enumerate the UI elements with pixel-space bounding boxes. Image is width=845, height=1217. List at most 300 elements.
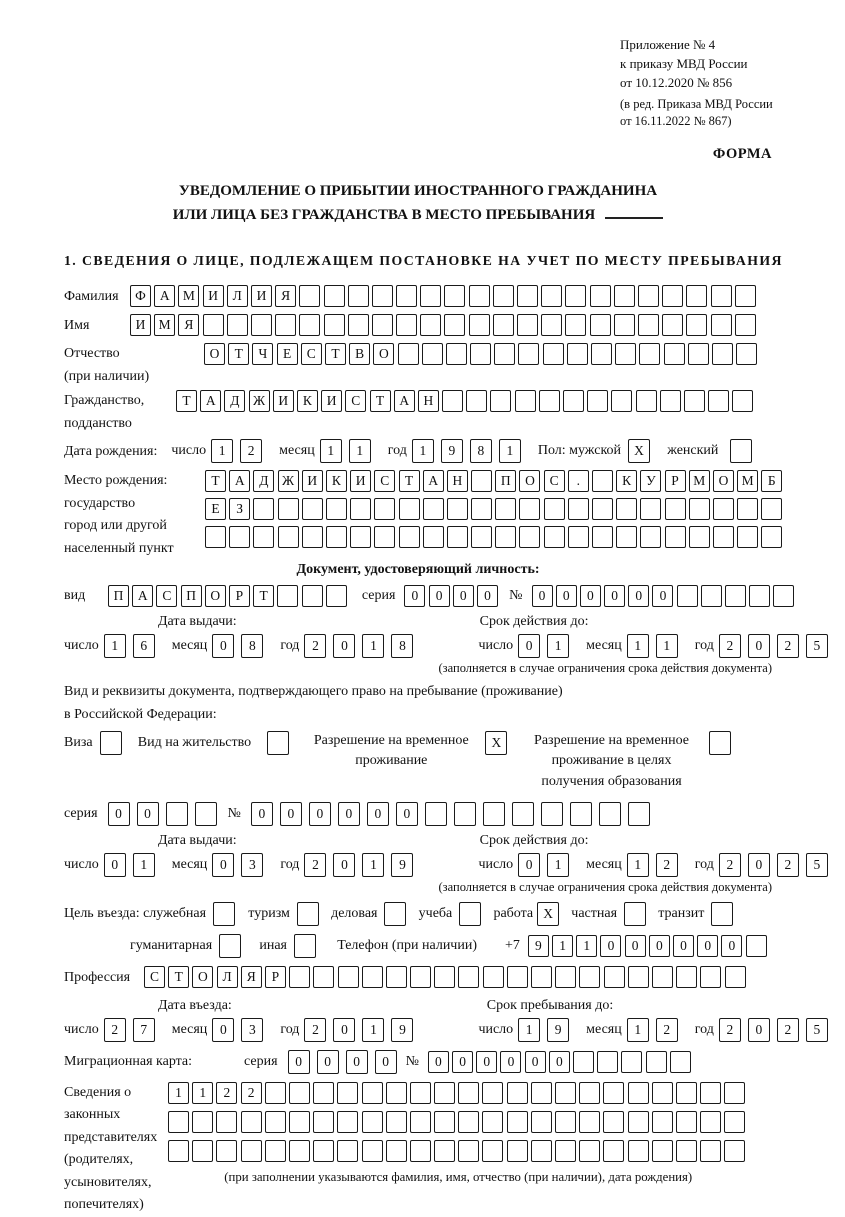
char-box[interactable] [507, 966, 528, 988]
char-box[interactable] [299, 314, 320, 336]
char-box[interactable] [507, 1140, 528, 1162]
doc-valid-year-boxes[interactable] [719, 634, 835, 658]
char-box[interactable] [579, 1140, 600, 1162]
char-box[interactable] [337, 1111, 358, 1133]
char-box[interactable] [507, 1082, 528, 1104]
char-box[interactable] [442, 390, 463, 412]
char-box[interactable] [616, 498, 637, 520]
char-box[interactable] [326, 498, 347, 520]
char-box[interactable]: М [154, 314, 175, 336]
char-box[interactable] [517, 314, 538, 336]
doc-kind-boxes[interactable] [108, 585, 350, 607]
char-box[interactable]: 2 [104, 1018, 126, 1042]
char-box[interactable] [265, 1111, 286, 1133]
char-box[interactable]: 2 [304, 1018, 326, 1042]
char-box[interactable]: И [321, 390, 342, 412]
char-box[interactable] [565, 314, 586, 336]
char-box[interactable]: 0 [346, 1050, 368, 1074]
char-box[interactable]: Т [205, 470, 226, 492]
char-box[interactable] [640, 526, 661, 548]
char-box[interactable] [512, 802, 534, 826]
legal-reps-line1-boxes[interactable] [168, 1082, 749, 1104]
char-box[interactable] [265, 1082, 286, 1104]
char-box[interactable] [482, 1140, 503, 1162]
char-box[interactable] [493, 285, 514, 307]
char-box[interactable] [579, 1082, 600, 1104]
purpose-work-checkbox[interactable] [537, 902, 562, 926]
char-box[interactable] [219, 934, 241, 958]
char-box[interactable] [277, 585, 298, 607]
char-box[interactable]: А [132, 585, 153, 607]
char-box[interactable] [628, 802, 650, 826]
char-box[interactable] [563, 390, 584, 412]
char-box[interactable] [761, 526, 782, 548]
char-box[interactable] [746, 935, 767, 957]
char-box[interactable] [638, 314, 659, 336]
char-box[interactable]: Ф [130, 285, 151, 307]
char-box[interactable]: 3 [241, 853, 263, 877]
char-box[interactable] [434, 1140, 455, 1162]
entry-year-boxes[interactable] [304, 1018, 420, 1042]
char-box[interactable] [447, 498, 468, 520]
char-box[interactable] [493, 314, 514, 336]
char-box[interactable]: X [485, 731, 507, 755]
char-box[interactable] [749, 585, 770, 607]
char-box[interactable] [555, 1111, 576, 1133]
char-box[interactable] [289, 1140, 310, 1162]
char-box[interactable] [579, 966, 600, 988]
char-box[interactable]: 0 [367, 802, 389, 826]
char-box[interactable] [736, 343, 757, 365]
char-box[interactable] [302, 526, 323, 548]
char-box[interactable]: 0 [580, 585, 601, 607]
sex-female-checkbox[interactable] [730, 439, 755, 463]
char-box[interactable]: 1 [518, 1018, 540, 1042]
char-box[interactable]: 1 [362, 853, 384, 877]
char-box[interactable] [100, 731, 122, 755]
doc-issue-year-boxes[interactable] [304, 634, 420, 658]
char-box[interactable]: 9 [528, 935, 549, 957]
char-box[interactable] [689, 526, 710, 548]
char-box[interactable] [591, 343, 612, 365]
char-box[interactable]: 1 [547, 853, 569, 877]
char-box[interactable] [444, 314, 465, 336]
char-box[interactable] [616, 526, 637, 548]
char-box[interactable] [203, 314, 224, 336]
char-box[interactable] [590, 314, 611, 336]
doc-issue-month-boxes[interactable] [212, 634, 270, 658]
char-box[interactable] [519, 526, 540, 548]
char-box[interactable]: 1 [627, 853, 649, 877]
char-box[interactable] [636, 390, 657, 412]
char-box[interactable]: 0 [649, 935, 670, 957]
char-box[interactable] [410, 1111, 431, 1133]
char-box[interactable]: 2 [777, 1018, 799, 1042]
temp-residence-checkbox[interactable] [485, 731, 510, 755]
char-box[interactable] [724, 1140, 745, 1162]
char-box[interactable] [458, 1111, 479, 1133]
char-box[interactable]: 0 [251, 802, 273, 826]
char-box[interactable] [466, 390, 487, 412]
char-box[interactable] [515, 390, 536, 412]
char-box[interactable] [399, 498, 420, 520]
doc-issue-day-boxes[interactable] [104, 634, 162, 658]
char-box[interactable] [724, 1111, 745, 1133]
purpose-tourism-checkbox[interactable] [297, 902, 322, 926]
char-box[interactable] [205, 526, 226, 548]
char-box[interactable]: 0 [453, 585, 474, 607]
char-box[interactable]: А [200, 390, 221, 412]
char-box[interactable] [326, 526, 347, 548]
char-box[interactable]: 0 [333, 853, 355, 877]
char-box[interactable] [267, 731, 289, 755]
char-box[interactable]: К [297, 390, 318, 412]
char-box[interactable] [628, 966, 649, 988]
char-box[interactable]: С [156, 585, 177, 607]
char-box[interactable]: 1 [349, 439, 371, 463]
char-box[interactable] [712, 343, 733, 365]
char-box[interactable] [541, 802, 563, 826]
char-box[interactable] [265, 1140, 286, 1162]
char-box[interactable]: И [203, 285, 224, 307]
birth-place-line2-boxes[interactable] [205, 498, 786, 520]
char-box[interactable] [665, 498, 686, 520]
char-box[interactable] [700, 1140, 721, 1162]
char-box[interactable]: 0 [500, 1051, 521, 1073]
char-box[interactable] [384, 902, 406, 926]
char-box[interactable]: 0 [748, 853, 770, 877]
char-box[interactable]: 0 [518, 853, 540, 877]
char-box[interactable] [362, 1082, 383, 1104]
char-box[interactable] [568, 526, 589, 548]
char-box[interactable] [399, 526, 420, 548]
char-box[interactable]: Н [447, 470, 468, 492]
char-box[interactable] [662, 314, 683, 336]
char-box[interactable] [531, 1111, 552, 1133]
char-box[interactable] [253, 526, 274, 548]
char-box[interactable]: Т [399, 470, 420, 492]
birth-year-boxes[interactable] [412, 439, 528, 463]
purpose-humanitarian-checkbox[interactable] [219, 934, 244, 958]
char-box[interactable]: М [689, 470, 710, 492]
char-box[interactable] [278, 498, 299, 520]
char-box[interactable] [688, 343, 709, 365]
char-box[interactable]: Т [176, 390, 197, 412]
char-box[interactable] [517, 285, 538, 307]
char-box[interactable]: 1 [192, 1082, 213, 1104]
char-box[interactable] [676, 1111, 697, 1133]
char-box[interactable] [362, 1140, 383, 1162]
char-box[interactable]: З [229, 498, 250, 520]
char-box[interactable] [299, 285, 320, 307]
char-box[interactable] [711, 902, 733, 926]
char-box[interactable] [337, 1082, 358, 1104]
char-box[interactable] [555, 1140, 576, 1162]
char-box[interactable] [213, 902, 235, 926]
char-box[interactable]: 0 [477, 585, 498, 607]
char-box[interactable] [611, 390, 632, 412]
char-box[interactable] [599, 802, 621, 826]
char-box[interactable]: 1 [104, 634, 126, 658]
visa-checkbox[interactable] [100, 731, 125, 755]
char-box[interactable]: 8 [241, 634, 263, 658]
char-box[interactable]: 1 [362, 634, 384, 658]
char-box[interactable] [725, 966, 746, 988]
stay-until-month-boxes[interactable] [627, 1018, 685, 1042]
char-box[interactable]: 2 [777, 634, 799, 658]
char-box[interactable] [689, 498, 710, 520]
char-box[interactable]: 0 [556, 585, 577, 607]
char-box[interactable]: К [326, 470, 347, 492]
legal-reps-line2-boxes[interactable] [168, 1111, 749, 1133]
char-box[interactable]: X [628, 439, 650, 463]
char-box[interactable] [458, 966, 479, 988]
char-box[interactable] [531, 1082, 552, 1104]
birth-place-line3-boxes[interactable] [205, 526, 786, 548]
char-box[interactable] [660, 390, 681, 412]
char-box[interactable]: О [519, 470, 540, 492]
char-box[interactable] [482, 1082, 503, 1104]
purpose-official-checkbox[interactable] [213, 902, 238, 926]
char-box[interactable] [278, 526, 299, 548]
char-box[interactable] [646, 1051, 667, 1073]
char-box[interactable] [386, 1140, 407, 1162]
char-box[interactable]: Т [253, 585, 274, 607]
char-box[interactable]: 0 [532, 585, 553, 607]
char-box[interactable]: 2 [216, 1082, 237, 1104]
char-box[interactable] [410, 1082, 431, 1104]
char-box[interactable] [469, 314, 490, 336]
char-box[interactable] [275, 314, 296, 336]
char-box[interactable] [458, 1140, 479, 1162]
char-box[interactable]: О [192, 966, 213, 988]
char-box[interactable] [423, 526, 444, 548]
char-box[interactable] [541, 285, 562, 307]
phone-boxes[interactable] [528, 935, 770, 957]
char-box[interactable]: И [302, 470, 323, 492]
char-box[interactable]: 2 [241, 1082, 262, 1104]
char-box[interactable]: 0 [625, 935, 646, 957]
char-box[interactable]: 0 [429, 585, 450, 607]
char-box[interactable] [396, 285, 417, 307]
char-box[interactable] [519, 498, 540, 520]
char-box[interactable] [251, 314, 272, 336]
char-box[interactable] [420, 314, 441, 336]
char-box[interactable] [192, 1140, 213, 1162]
char-box[interactable] [604, 966, 625, 988]
char-box[interactable] [621, 1051, 642, 1073]
given-name-boxes[interactable] [130, 314, 759, 336]
char-box[interactable]: А [154, 285, 175, 307]
char-box[interactable] [396, 314, 417, 336]
char-box[interactable] [350, 498, 371, 520]
char-box[interactable]: 0 [652, 585, 673, 607]
char-box[interactable] [701, 585, 722, 607]
char-box[interactable] [444, 285, 465, 307]
char-box[interactable]: X [537, 902, 559, 926]
char-box[interactable] [732, 390, 753, 412]
char-box[interactable]: Н [418, 390, 439, 412]
char-box[interactable] [531, 1140, 552, 1162]
char-box[interactable]: 7 [133, 1018, 155, 1042]
char-box[interactable] [372, 285, 393, 307]
char-box[interactable]: 5 [806, 1018, 828, 1042]
char-box[interactable] [543, 343, 564, 365]
char-box[interactable]: 1 [499, 439, 521, 463]
char-box[interactable]: О [205, 585, 226, 607]
char-box[interactable] [677, 585, 698, 607]
char-box[interactable] [590, 285, 611, 307]
char-box[interactable] [216, 1140, 237, 1162]
char-box[interactable]: 2 [304, 634, 326, 658]
char-box[interactable] [459, 902, 481, 926]
char-box[interactable] [471, 470, 492, 492]
char-box[interactable] [713, 526, 734, 548]
char-box[interactable] [724, 1082, 745, 1104]
char-box[interactable]: Л [217, 966, 238, 988]
char-box[interactable]: 0 [428, 1051, 449, 1073]
residence-issue-day-boxes[interactable] [104, 853, 162, 877]
char-box[interactable]: Е [205, 498, 226, 520]
char-box[interactable] [216, 1111, 237, 1133]
char-box[interactable] [570, 802, 592, 826]
char-box[interactable] [638, 285, 659, 307]
profession-boxes[interactable] [144, 966, 749, 988]
doc-series-boxes[interactable] [404, 585, 501, 607]
char-box[interactable] [573, 1051, 594, 1073]
char-box[interactable] [410, 966, 431, 988]
char-box[interactable] [676, 1140, 697, 1162]
char-box[interactable]: 9 [391, 853, 413, 877]
char-box[interactable] [168, 1140, 189, 1162]
char-box[interactable]: 0 [697, 935, 718, 957]
char-box[interactable] [628, 1140, 649, 1162]
birth-place-line1-boxes[interactable] [205, 470, 786, 492]
char-box[interactable] [374, 526, 395, 548]
char-box[interactable] [544, 498, 565, 520]
char-box[interactable] [195, 802, 217, 826]
char-box[interactable] [592, 470, 613, 492]
char-box[interactable]: И [350, 470, 371, 492]
char-box[interactable]: С [144, 966, 165, 988]
char-box[interactable] [730, 439, 752, 463]
char-box[interactable] [507, 1111, 528, 1133]
char-box[interactable] [289, 1082, 310, 1104]
char-box[interactable]: 2 [304, 853, 326, 877]
char-box[interactable]: 0 [333, 634, 355, 658]
residence-permit-checkbox[interactable] [267, 731, 292, 755]
char-box[interactable] [348, 314, 369, 336]
char-box[interactable] [587, 390, 608, 412]
char-box[interactable]: 8 [391, 634, 413, 658]
birth-day-boxes[interactable] [211, 439, 269, 463]
char-box[interactable]: 1 [133, 853, 155, 877]
char-box[interactable] [410, 1140, 431, 1162]
char-box[interactable] [628, 1111, 649, 1133]
char-box[interactable]: К [616, 470, 637, 492]
char-box[interactable] [447, 526, 468, 548]
char-box[interactable]: 5 [806, 853, 828, 877]
char-box[interactable] [614, 285, 635, 307]
char-box[interactable]: Б [761, 470, 782, 492]
char-box[interactable] [700, 1082, 721, 1104]
char-box[interactable]: 6 [133, 634, 155, 658]
doc-number-boxes[interactable] [532, 585, 798, 607]
char-box[interactable] [555, 1082, 576, 1104]
surname-boxes[interactable] [130, 285, 759, 307]
char-box[interactable] [302, 498, 323, 520]
char-box[interactable] [297, 902, 319, 926]
char-box[interactable]: 0 [549, 1051, 570, 1073]
char-box[interactable] [615, 343, 636, 365]
stay-until-day-boxes[interactable] [518, 1018, 576, 1042]
char-box[interactable] [434, 1111, 455, 1133]
purpose-business-checkbox[interactable] [384, 902, 409, 926]
migration-series-boxes[interactable] [288, 1050, 404, 1074]
char-box[interactable] [227, 314, 248, 336]
char-box[interactable]: 5 [806, 634, 828, 658]
char-box[interactable] [241, 1140, 262, 1162]
char-box[interactable] [686, 314, 707, 336]
char-box[interactable] [313, 1082, 334, 1104]
char-box[interactable] [313, 1140, 334, 1162]
char-box[interactable] [471, 498, 492, 520]
char-box[interactable]: И [130, 314, 151, 336]
char-box[interactable]: Ч [252, 343, 273, 365]
char-box[interactable] [324, 285, 345, 307]
char-box[interactable]: И [273, 390, 294, 412]
char-box[interactable] [652, 1140, 673, 1162]
char-box[interactable] [711, 314, 732, 336]
stay-until-year-boxes[interactable] [719, 1018, 835, 1042]
char-box[interactable]: 2 [240, 439, 262, 463]
char-box[interactable] [684, 390, 705, 412]
char-box[interactable] [539, 390, 560, 412]
char-box[interactable]: 1 [211, 439, 233, 463]
char-box[interactable]: А [423, 470, 444, 492]
char-box[interactable] [725, 585, 746, 607]
char-box[interactable]: 0 [375, 1050, 397, 1074]
char-box[interactable]: П [181, 585, 202, 607]
char-box[interactable]: О [373, 343, 394, 365]
char-box[interactable]: 2 [719, 853, 741, 877]
char-box[interactable] [372, 314, 393, 336]
char-box[interactable] [676, 966, 697, 988]
doc-valid-day-boxes[interactable] [518, 634, 576, 658]
char-box[interactable] [470, 343, 491, 365]
char-box[interactable] [434, 966, 455, 988]
char-box[interactable]: 1 [576, 935, 597, 957]
char-box[interactable] [664, 343, 685, 365]
sex-male-checkbox[interactable] [628, 439, 653, 463]
char-box[interactable]: 9 [547, 1018, 569, 1042]
char-box[interactable]: 0 [604, 585, 625, 607]
char-box[interactable]: 1 [552, 935, 573, 957]
char-box[interactable] [423, 498, 444, 520]
char-box[interactable]: А [394, 390, 415, 412]
char-box[interactable] [708, 390, 729, 412]
char-box[interactable]: 0 [317, 1050, 339, 1074]
char-box[interactable] [192, 1111, 213, 1133]
char-box[interactable]: 1 [627, 1018, 649, 1042]
char-box[interactable]: 1 [627, 634, 649, 658]
char-box[interactable]: Е [277, 343, 298, 365]
char-box[interactable] [597, 1051, 618, 1073]
char-box[interactable] [737, 526, 758, 548]
char-box[interactable]: О [204, 343, 225, 365]
char-box[interactable]: 0 [404, 585, 425, 607]
char-box[interactable] [579, 1111, 600, 1133]
